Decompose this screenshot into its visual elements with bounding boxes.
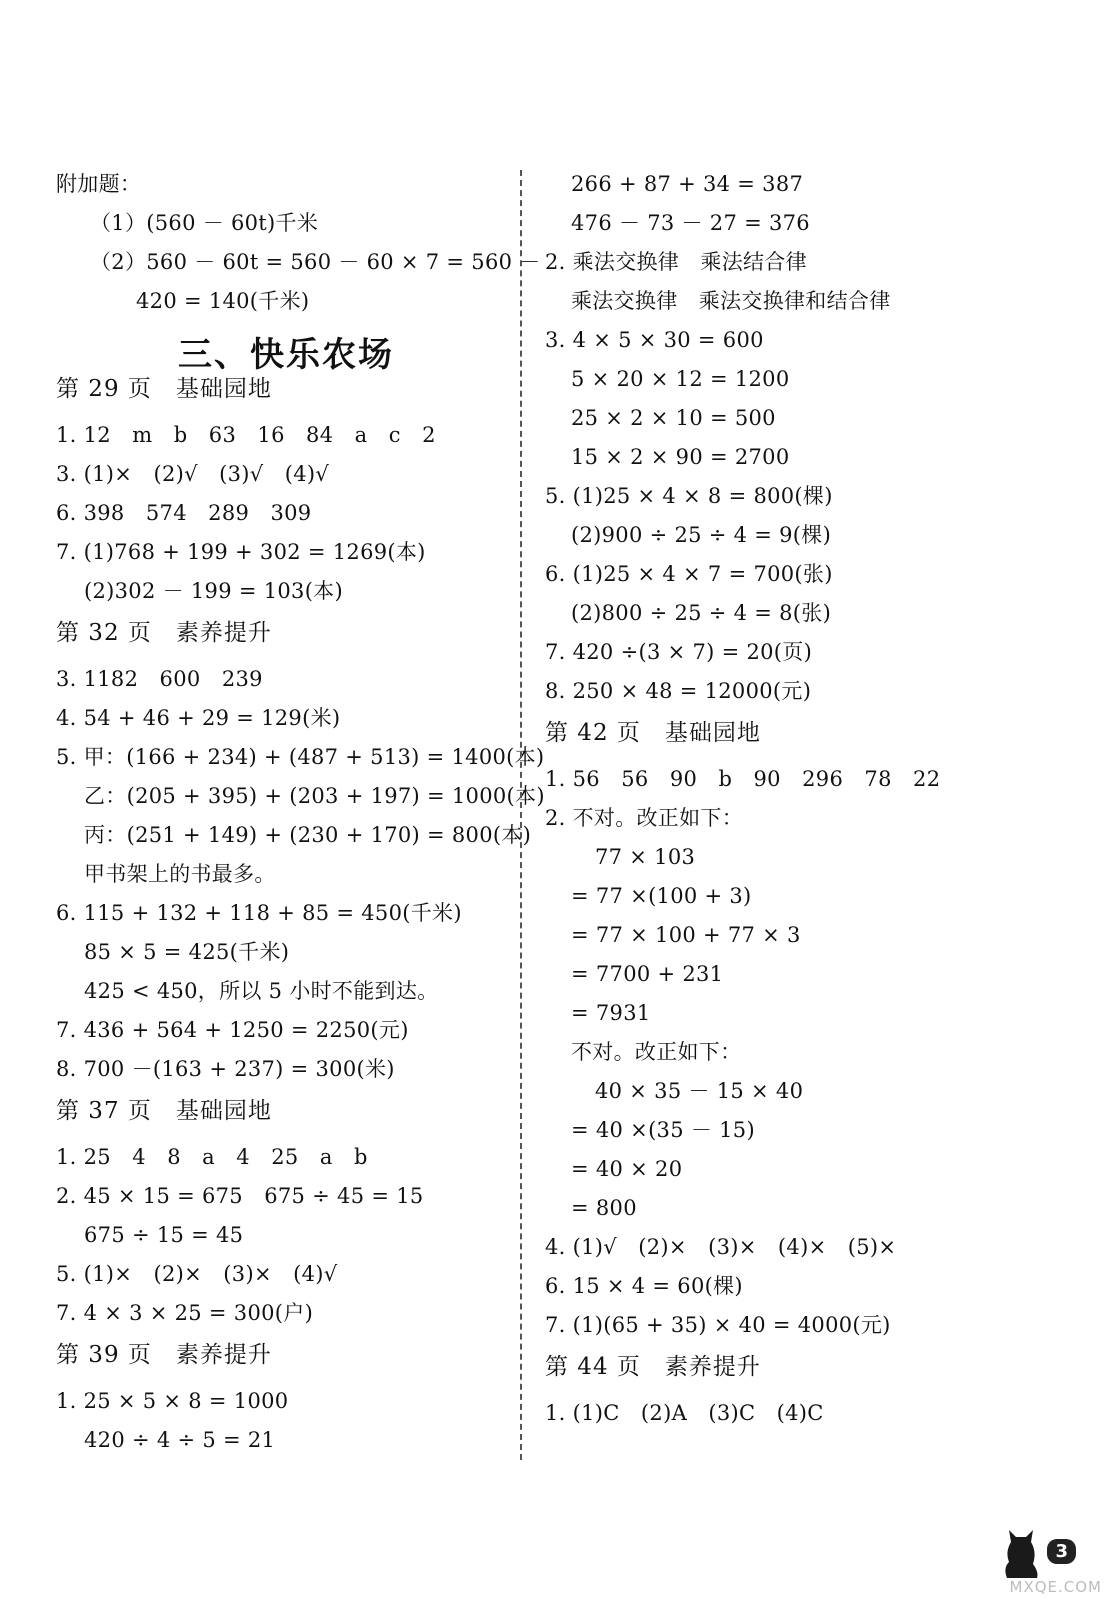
extra-question-heading: 附加题：: [56, 172, 142, 196]
answer-line: 85 × 5 = 425(千米): [84, 940, 290, 964]
answer-line: 8. 250 × 48 = 12000(元): [545, 679, 812, 703]
answer-line: 420 ÷ 4 ÷ 5 = 21: [84, 1428, 276, 1452]
answer-line: 甲书架上的书最多。: [84, 862, 276, 886]
answer-line: 8. 700 －(163 + 237) = 300(米): [56, 1057, 395, 1081]
answer-line: 4. 54 + 46 + 29 = 129(米): [56, 706, 341, 730]
section-title: 三、快乐农场: [178, 335, 394, 375]
answer-line: 77 × 103: [595, 845, 696, 869]
answer-line: (2)900 ÷ 25 ÷ 4 = 9(棵): [571, 523, 832, 547]
answer-line: 2. 45 × 15 = 675 675 ÷ 45 = 15: [56, 1184, 424, 1208]
answer-line: 6. 398 574 289 309: [56, 501, 312, 525]
answer-line: 1. 12 m b 63 16 84 a c 2: [56, 423, 436, 447]
answer-line: = 7931: [571, 1001, 651, 1025]
answer-line: 2. 不对。改正如下：: [545, 806, 744, 830]
answer-line: 1. 25 4 8 a 4 25 a b: [56, 1145, 368, 1169]
answer-line: = 77 × 100 + 77 × 3: [571, 923, 801, 947]
answer-line: 25 × 2 × 10 = 500: [571, 406, 776, 430]
answer-line: 7. 4 × 3 × 25 = 300(户): [56, 1301, 314, 1325]
answer-line: = 40 × 20: [571, 1157, 683, 1181]
answer-line: 5. (1)× (2)× (3)× (4)√: [56, 1262, 338, 1286]
answer-line: 3. 1182 600 239: [56, 667, 263, 691]
watermark: MXQE.COM: [1009, 1578, 1102, 1596]
section-heading-p29: 第 29 页 基础园地: [56, 376, 272, 402]
section-heading-p32: 第 32 页 素养提升: [56, 620, 272, 646]
section-heading-p42: 第 42 页 基础园地: [545, 720, 761, 746]
page-number: 3: [1047, 1539, 1076, 1564]
answer-line: (2)800 ÷ 25 ÷ 4 = 8(张): [571, 601, 832, 625]
page-number-badge: [1001, 1522, 1076, 1580]
cat-silhouette-icon: [1001, 1522, 1041, 1580]
answer-line: 1. 25 × 5 × 8 = 1000: [56, 1389, 289, 1413]
answer-line: 7. 436 + 564 + 1250 = 2250(元): [56, 1018, 409, 1042]
answer-line: 2. 乘法交换律 乘法结合律: [545, 250, 807, 274]
answer-line: 1. (1)C (2)A (3)C (4)C: [545, 1401, 824, 1425]
answer-line: 6. 15 × 4 = 60(棵): [545, 1274, 743, 1298]
column-divider: [520, 170, 522, 1460]
section-heading-p39: 第 39 页 素养提升: [56, 1342, 272, 1368]
answer-line: （2）560 － 60t = 560 － 60 × 7 = 560 －: [90, 250, 541, 274]
answer-line: （1）(560 － 60t)千米: [90, 211, 319, 235]
answer-line: 476 － 73 － 27 = 376: [571, 211, 810, 235]
answer-line: = 77 ×(100 + 3): [571, 884, 752, 908]
answer-line: = 40 ×(35 － 15): [571, 1118, 755, 1142]
answer-line: 丙：(251 + 149) + (230 + 170) = 800(本): [84, 823, 532, 847]
answer-line: 420 = 140(千米): [136, 289, 310, 313]
answer-line: 7. (1)(65 + 35) × 40 = 4000(元): [545, 1313, 891, 1337]
answer-line: 5 × 20 × 12 = 1200: [571, 367, 790, 391]
answer-line: 3. (1)× (2)√ (3)√ (4)√: [56, 462, 330, 486]
answer-line: 5. (1)25 × 4 × 8 = 800(棵): [545, 484, 833, 508]
answer-line: 5. 甲：(166 + 234) + (487 + 513) = 1400(本): [56, 745, 545, 769]
answer-line: 3. 4 × 5 × 30 = 600: [545, 328, 764, 352]
answer-line: 675 ÷ 15 = 45: [84, 1223, 244, 1247]
answer-line: 7. (1)768 + 199 + 302 = 1269(本): [56, 540, 426, 564]
answer-line: 7. 420 ÷(3 × 7) = 20(页): [545, 640, 813, 664]
answer-line: (2)302 － 199 = 103(本): [84, 579, 343, 603]
answer-line: 乘法交换律 乘法交换律和结合律: [571, 289, 891, 313]
answer-line: 15 × 2 × 90 = 2700: [571, 445, 790, 469]
answer-line: = 7700 + 231: [571, 962, 724, 986]
answer-line: 266 + 87 + 34 = 387: [571, 172, 804, 196]
answer-line: 425 < 450，所以 5 小时不能到达。: [84, 979, 439, 1003]
answer-line: 6. (1)25 × 4 × 7 = 700(张): [545, 562, 833, 586]
answer-line: = 800: [571, 1196, 637, 1220]
answer-line: 不对。改正如下：: [571, 1040, 742, 1064]
section-heading-p44: 第 44 页 素养提升: [545, 1354, 761, 1380]
answer-line: 40 × 35 － 15 × 40: [595, 1079, 804, 1103]
answer-line: 乙：(205 + 395) + (203 + 197) = 1000(本): [84, 784, 545, 808]
section-heading-p37: 第 37 页 基础园地: [56, 1098, 272, 1124]
answer-line: 4. (1)√ (2)× (3)× (4)× (5)×: [545, 1235, 897, 1259]
answer-line: 1. 56 56 90 b 90 296 78 22: [545, 767, 941, 791]
answer-line: 6. 115 + 132 + 118 + 85 = 450(千米): [56, 901, 462, 925]
